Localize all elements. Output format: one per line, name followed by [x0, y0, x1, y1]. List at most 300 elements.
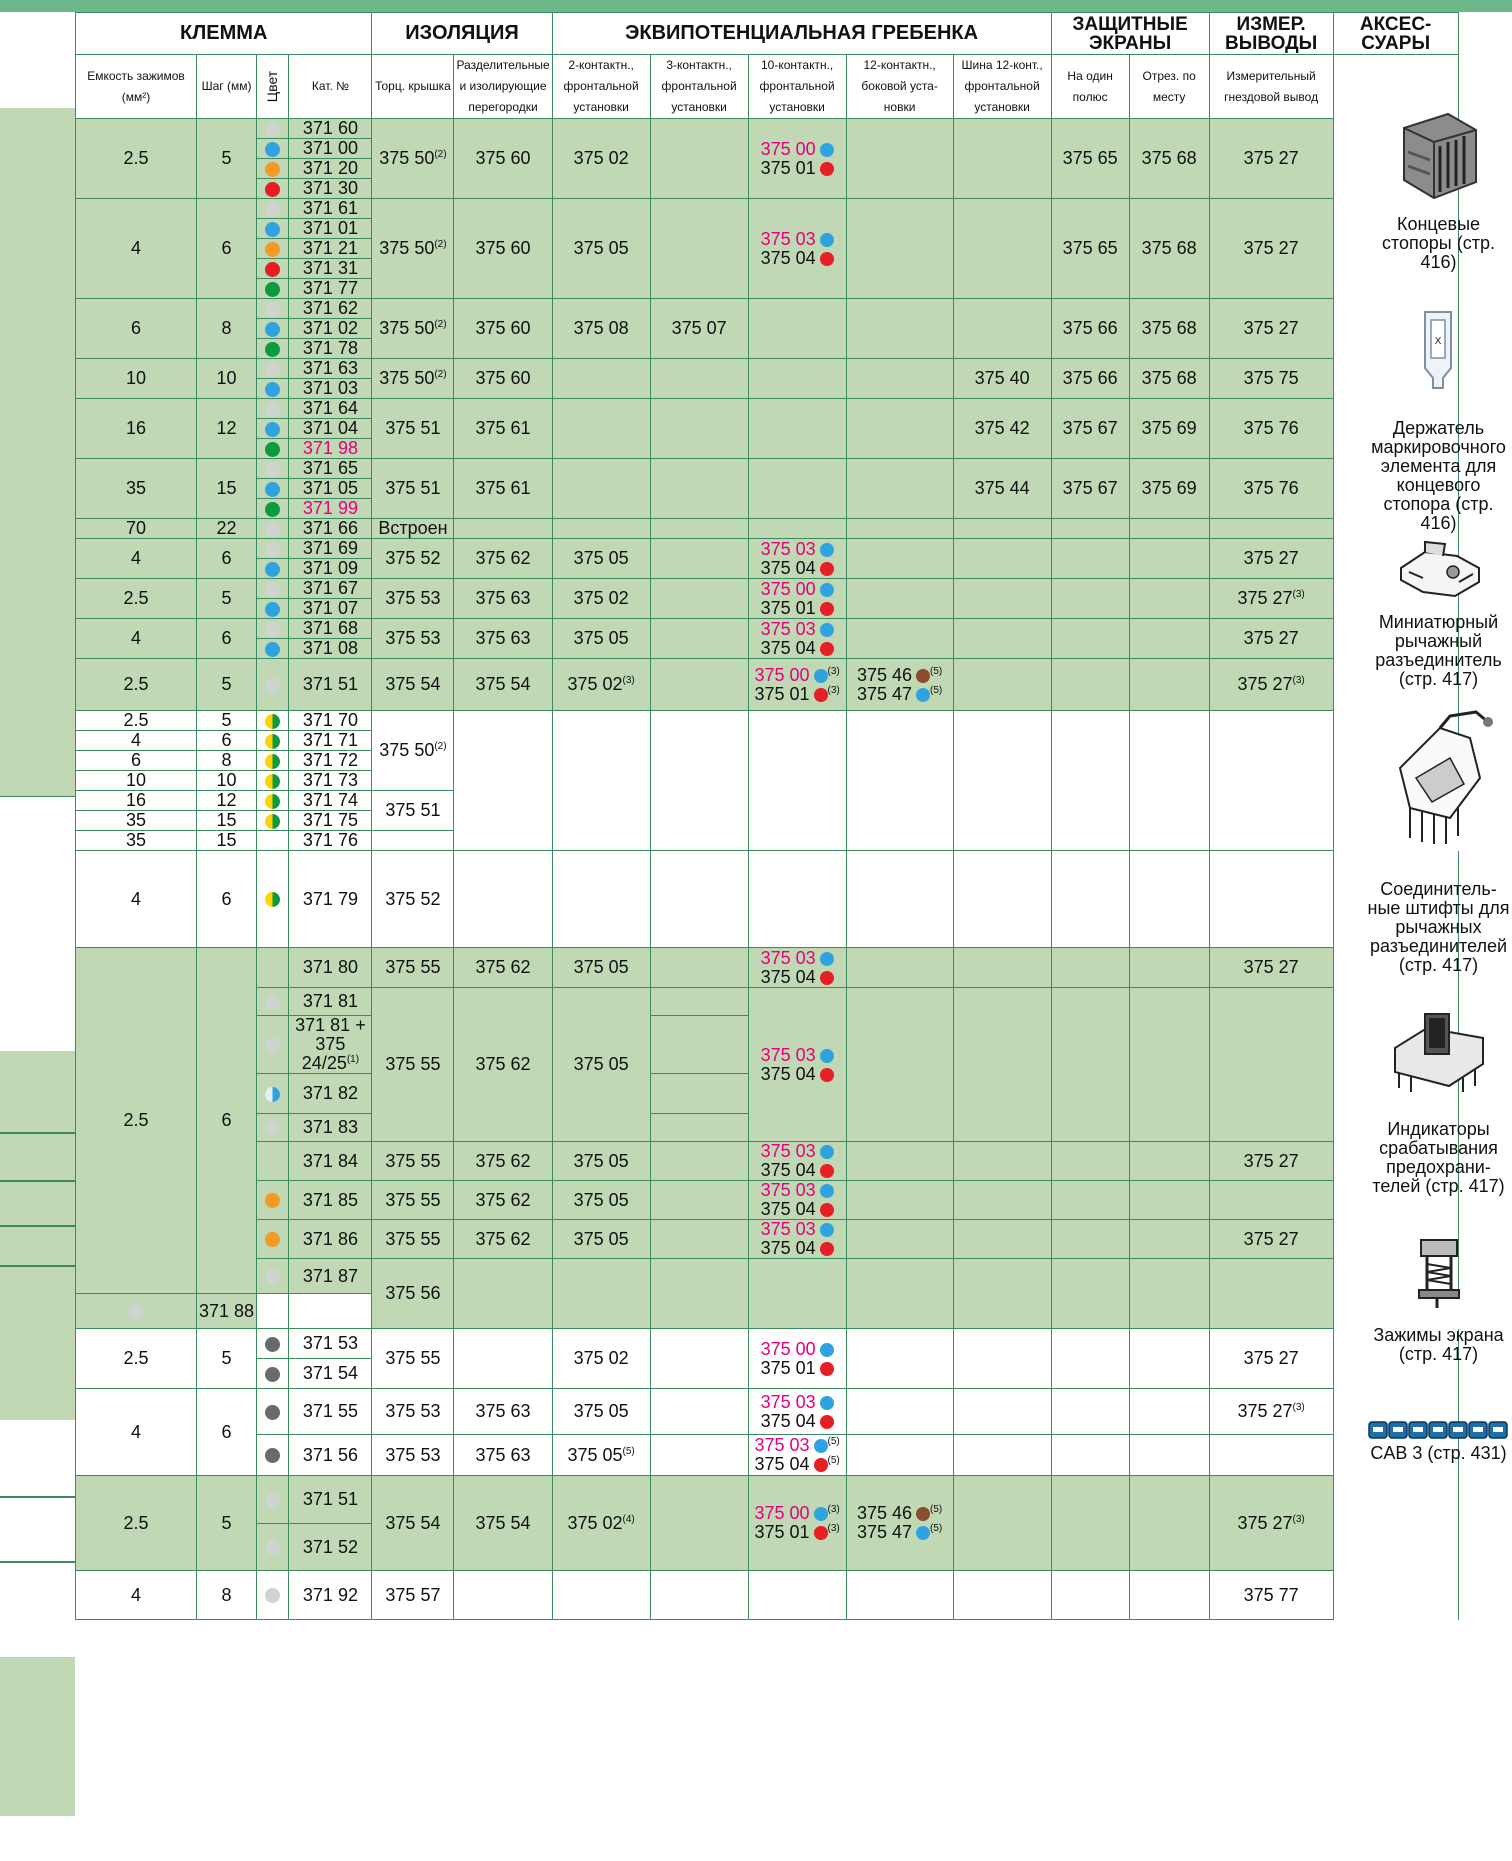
cell-kat: 371 81: [289, 988, 372, 1016]
cell-c10: [748, 1220, 846, 1259]
cell-shag: 12: [197, 399, 257, 459]
cell-c2: 375 05: [552, 1220, 650, 1259]
cell-shag: 6: [197, 1389, 257, 1476]
cell-c2: 375 05: [552, 199, 650, 299]
cell-c2: [552, 851, 650, 948]
cell-otrez: [1129, 619, 1209, 659]
cell-odin: 375 65: [1051, 119, 1129, 199]
cell-sh12: [953, 1181, 1051, 1220]
cell-gnezd: 375 27$^{(3)}$: [1209, 1389, 1333, 1435]
color-dot: [265, 142, 280, 157]
cell-kat: 371 04: [289, 419, 372, 439]
cell-shag: 12: [197, 791, 257, 811]
cell-emk: 4: [76, 199, 197, 299]
cell-gnezd: 375 27$^{(3)}$: [1209, 579, 1333, 619]
table-row: [76, 459, 1459, 479]
cell-cvet: [257, 359, 289, 379]
color-dot: [265, 1121, 280, 1136]
cell-gnezd: [1209, 1435, 1333, 1476]
color-dot: [265, 794, 280, 809]
comb-entry: 375 01 $^{(3)}$: [754, 1522, 840, 1542]
cell-sh12: [953, 539, 1051, 579]
cell-kat: 371 85: [289, 1181, 372, 1220]
table-row: [76, 519, 1459, 539]
cell-otrez: 375 68: [1129, 119, 1209, 199]
cell-c3: [650, 539, 748, 579]
cell-shag: 5: [197, 579, 257, 619]
cell-kat: 371 09: [289, 559, 372, 579]
cell-kat: 371 80: [289, 948, 372, 988]
cell-cvet: [257, 319, 289, 339]
top-bar: [0, 0, 1512, 12]
cell-c10: [748, 579, 846, 619]
cell-odin: [1051, 519, 1129, 539]
comb-entry: 375 01: [751, 159, 844, 178]
table-row: [76, 1389, 1459, 1435]
cell-otrez: [1129, 1435, 1209, 1476]
table-row: [76, 988, 1459, 1016]
cell-otrez: [1129, 1476, 1209, 1571]
cell-emk: 2.5: [76, 1476, 197, 1571]
cell-cvet: [257, 771, 289, 791]
cell-otrez: [1129, 539, 1209, 579]
color-dot: [265, 242, 280, 257]
color-dot: [265, 502, 280, 517]
cell-c3: [650, 579, 748, 619]
cell-c12: [846, 459, 953, 519]
comb-entry: 375 03 $^{(5)}$: [754, 1435, 840, 1455]
cell-torc: 375 53: [372, 619, 454, 659]
cell-kat: 371 67: [289, 579, 372, 599]
comb-entry: 375 46 $^{(5)}$: [856, 1503, 943, 1523]
cell-sh12: [953, 579, 1051, 619]
cell-c3: [650, 1389, 748, 1435]
table-row: [76, 1259, 1459, 1294]
group-header-ekvipotencialnaya: ЭКВИПОТЕНЦИАЛЬНАЯ ГРЕБЕНКА: [552, 13, 1051, 55]
cell-torc: 375 56: [372, 1259, 454, 1329]
cell-c12: [846, 119, 953, 199]
color-dot: [820, 543, 834, 557]
cell-c2: 375 08: [552, 299, 650, 359]
cell-cvet: [257, 299, 289, 319]
cell-c10: [748, 988, 846, 1142]
cell-c10: [748, 199, 846, 299]
cell-razd: 375 62: [454, 539, 552, 579]
color-dot: [265, 602, 280, 617]
cell-cvet: [257, 831, 289, 851]
color-dot: [916, 688, 930, 702]
cell-torc: 375 51: [372, 399, 454, 459]
color-dot: [265, 362, 280, 377]
cell-cvet: [257, 119, 289, 139]
cell-cvet: [257, 1114, 289, 1142]
cell-kat: 371 21: [289, 239, 372, 259]
color-dot: [265, 774, 280, 789]
cell-odin: [1051, 851, 1129, 948]
color-dot: [265, 1540, 280, 1555]
cell-emk: 2.5: [76, 948, 197, 1294]
comb-entry: 375 47 $^{(5)}$: [856, 683, 943, 704]
cell-kat: 371 51: [289, 659, 372, 711]
cell-razd: 375 62: [454, 1181, 552, 1220]
comb-entry: 375 04: [751, 559, 844, 578]
color-dot: [265, 282, 280, 297]
cell-gnezd: 375 27$^{(3)}$: [1209, 1476, 1333, 1571]
cell-kat: 371 64: [289, 399, 372, 419]
cell-c10: [748, 851, 846, 948]
cell-sh12: [953, 948, 1051, 988]
cell-razd: 375 63: [454, 579, 552, 619]
color-dot: [820, 162, 834, 176]
cell-cvet: [257, 1329, 289, 1359]
cell-c12: [846, 519, 953, 539]
cell-razd: 375 63: [454, 619, 552, 659]
cell-sh12: [953, 1220, 1051, 1259]
comb-entry: 375 03: [751, 620, 844, 639]
cell-c10: [748, 519, 846, 539]
cell-cvet: [257, 1016, 289, 1074]
cell-odin: 375 65: [1051, 199, 1129, 299]
accessory-label: Соединитель- ные штифты для рычажных разъединителей (стр. 417): [1367, 879, 1510, 975]
cell-cvet: [257, 239, 289, 259]
cell-sh12: [953, 1435, 1051, 1476]
comb-entry: 375 00: [751, 580, 844, 599]
table-row: [76, 359, 1459, 379]
cell-c2: [552, 1571, 650, 1620]
cell-otrez: [1129, 519, 1209, 539]
accessory-label: Индикаторы срабатывания предохрани- телей (стр. 417): [1372, 1119, 1505, 1196]
cell-cvet: [257, 1142, 289, 1181]
cell-torc: 375 50$^{(2)}$: [372, 359, 454, 399]
cell-c12: [846, 1476, 953, 1571]
color-dot: [814, 1439, 828, 1453]
comb-entry: 375 04: [751, 1412, 844, 1431]
col-header-3kontakt: 3-контактн., фронтальной установки: [650, 55, 748, 119]
cell-razd: 375 60: [454, 199, 552, 299]
cell-emk: 2.5: [76, 1329, 197, 1389]
cell-c2: 375 05: [552, 1181, 650, 1220]
cell-cvet: [257, 851, 289, 948]
color-dot: [916, 669, 930, 683]
color-dot: [820, 1049, 834, 1063]
cell-torc: 375 50$^{(2)}$: [372, 119, 454, 199]
cell-c3: [650, 948, 748, 988]
cell-cvet: [257, 519, 289, 539]
cell-c3: [650, 359, 748, 399]
cell-kat: 371 86: [289, 1220, 372, 1259]
cell-otrez: [1129, 711, 1209, 851]
comb-entry: 375 04: [751, 249, 844, 268]
cell-kat: 371 78: [289, 339, 372, 359]
color-dot: [265, 262, 280, 277]
table-row: [76, 1220, 1459, 1259]
cell-kat: 371 73: [289, 771, 372, 791]
cell-c12: [846, 1389, 953, 1435]
color-dot: [814, 688, 828, 702]
color-dot: [916, 1526, 930, 1540]
cell-odin: [1051, 1435, 1129, 1476]
comb-entry: 375 03: [751, 1046, 844, 1065]
cell-gnezd: 375 27: [1209, 1220, 1333, 1259]
color-dot: [265, 642, 280, 657]
cell-emk: 35: [76, 811, 197, 831]
cell-shag: 8: [197, 751, 257, 771]
cell-shag: 15: [197, 811, 257, 831]
cell-cvet: [257, 1435, 289, 1476]
cell-emk: 4: [76, 1389, 197, 1476]
cell-shag: 6: [197, 948, 257, 1294]
cell-cvet: [76, 1294, 197, 1329]
cell-c3: [650, 711, 748, 851]
cell-gnezd: 375 27: [1209, 539, 1333, 579]
color-dot: [820, 952, 834, 966]
cell-c2: 375 05: [552, 948, 650, 988]
cell-torc: 375 50$^{(2)}$: [372, 199, 454, 299]
cell-c12: [846, 579, 953, 619]
color-dot: [265, 582, 280, 597]
color-dot: [265, 382, 280, 397]
cell-c3: [650, 1220, 748, 1259]
color-dot: [265, 122, 280, 137]
color-dot: [265, 814, 280, 829]
comb-entry: 375 00: [751, 1340, 844, 1359]
cell-razd: 375 63: [454, 1435, 552, 1476]
cell-c3: [650, 1571, 748, 1620]
cell-sh12: [953, 119, 1051, 199]
cell-shag: 22: [197, 519, 257, 539]
col-header-cvet: Цвет: [264, 70, 281, 103]
cell-kat: 371 92: [289, 1571, 372, 1620]
fuse-indicator-icon: [1387, 1008, 1491, 1094]
cell-cvet: [257, 639, 289, 659]
cell-odin: [1051, 1259, 1129, 1329]
group-header-izmer: ИЗМЕР. ВЫВОДЫ: [1209, 13, 1333, 55]
cell-cvet: [257, 1220, 289, 1259]
catalog-table: [75, 12, 1459, 1620]
cell-emk: 6: [76, 299, 197, 359]
cell-c12: [846, 399, 953, 459]
col-header-shina12: Шина 12-конт., фронтальной установки: [953, 55, 1051, 119]
cell-odin: 375 66: [1051, 359, 1129, 399]
cell-sh12: [953, 1389, 1051, 1435]
cell-cvet: [257, 279, 289, 299]
cell-cvet: [257, 199, 289, 219]
cell-gnezd: [1209, 988, 1333, 1142]
cell-shag: 6: [197, 731, 257, 751]
cell-sh12: [953, 619, 1051, 659]
color-dot: [820, 1145, 834, 1159]
color-dot: [265, 442, 280, 457]
cell-razd: 375 62: [454, 1220, 552, 1259]
cell-torc: 375 52: [372, 539, 454, 579]
cell-kat: 371 55: [289, 1389, 372, 1435]
color-dot: [265, 402, 280, 417]
color-dot: [265, 1087, 280, 1102]
accessory-label: Зажимы экрана (стр. 417): [1373, 1325, 1504, 1364]
cell-sh12: [953, 519, 1051, 539]
color-dot: [265, 462, 280, 477]
cell-emk: 10: [76, 771, 197, 791]
comb-entry: 375 04: [751, 1161, 844, 1180]
color-dot: [820, 1242, 834, 1256]
cell-torc: 375 55: [372, 1142, 454, 1181]
col-header-kat: Кат. №: [289, 55, 372, 119]
cell-cvet: [257, 791, 289, 811]
color-dot: [265, 222, 280, 237]
cell-kat: 371 60: [289, 119, 372, 139]
color-dot: [265, 162, 280, 177]
cell-kat: 371 66: [289, 519, 372, 539]
cell-c2: 375 02: [552, 119, 650, 199]
col-header-otrez: Отрез. по месту: [1129, 55, 1209, 119]
comb-entry: 375 03: [751, 540, 844, 559]
cell-cvet: [257, 659, 289, 711]
comb-entry: 375 46 $^{(5)}$: [856, 664, 943, 685]
cell-kat: 371 81 + 375 24/25$^{(1)}$: [289, 1016, 372, 1074]
cell-c3: [650, 399, 748, 459]
cell-kat: 371 84: [289, 1142, 372, 1181]
cell-otrez: [1129, 948, 1209, 988]
color-dot: [820, 602, 834, 616]
cell-c10: [748, 619, 846, 659]
cell-sh12: [953, 1571, 1051, 1620]
cell-c3: [650, 1435, 748, 1476]
left-margin: [0, 12, 75, 1861]
comb-entry: 375 00: [751, 140, 844, 159]
table-row: [76, 1571, 1459, 1620]
cell-c10: [748, 539, 846, 579]
comb-entry: 375 03: [751, 949, 844, 968]
cell-kat: 371 70: [289, 711, 372, 731]
cell-cvet: [257, 1476, 289, 1524]
color-dot: [265, 322, 280, 337]
cell-gnezd: [1209, 711, 1333, 851]
cell-c3: [650, 1114, 748, 1142]
cell-odin: 375 67: [1051, 399, 1129, 459]
cell-otrez: [1129, 1220, 1209, 1259]
comb-entry: 375 04 $^{(5)}$: [754, 1454, 840, 1474]
cell-kat: 371 51: [289, 1476, 372, 1524]
accessory-label: CAB 3 (стр. 431): [1370, 1443, 1507, 1463]
color-dot: [265, 734, 280, 749]
cell-torc: 375 50$^{(2)}$: [372, 299, 454, 359]
cell-shag: 10: [197, 771, 257, 791]
cell-c3: [650, 459, 748, 519]
cell-c2: [552, 1259, 650, 1329]
color-dot: [820, 252, 834, 266]
cell-c3: [650, 1476, 748, 1571]
group-header-zaschitnye: ЗАЩИТНЫЕ ЭКРАНЫ: [1051, 13, 1209, 55]
table-row: [76, 1181, 1459, 1220]
cell-gnezd: 375 27: [1209, 199, 1333, 299]
cell-sh12: [953, 1329, 1051, 1389]
cell-cvet: [257, 419, 289, 439]
table-row: [76, 659, 1459, 711]
cell-torc: 375 55: [372, 948, 454, 988]
cell-c2: 375 05: [552, 988, 650, 1142]
cell-kat: 371 98: [289, 439, 372, 459]
group-header-izolyaciya: ИЗОЛЯЦИЯ: [372, 13, 552, 55]
table-row: [76, 539, 1459, 559]
cell-odin: [1051, 1476, 1129, 1571]
color-dot: [265, 678, 280, 693]
cell-otrez: 375 68: [1129, 359, 1209, 399]
color-dot: [820, 642, 834, 656]
connecting-pins-icon: [1380, 708, 1500, 848]
color-dot: [265, 482, 280, 497]
cell-kat: 371 72: [289, 751, 372, 771]
comb-entry: 375 04: [751, 1065, 844, 1084]
cell-gnezd: 375 27: [1209, 948, 1333, 988]
col-header-emkost: Емкость зажимов (мм²): [76, 55, 197, 119]
cell-kat: 371 56: [289, 1435, 372, 1476]
cell-emk: 4: [76, 539, 197, 579]
cell-c3: [650, 519, 748, 539]
cell-c2: 375 02: [552, 579, 650, 619]
cell-razd: [454, 851, 552, 948]
cell-kat: 371 52: [289, 1524, 372, 1571]
cell-gnezd: 375 77: [1209, 1571, 1333, 1620]
color-dot: [814, 1526, 828, 1540]
cell-kat: 371 82: [289, 1074, 372, 1114]
cell-c12: [846, 659, 953, 711]
comb-entry: 375 04: [751, 1200, 844, 1219]
cell-c3: 375 07: [650, 299, 748, 359]
cell-kat: 371 68: [289, 619, 372, 639]
color-dot: [820, 562, 834, 576]
cell-emk: 16: [76, 791, 197, 811]
cell-odin: [1051, 539, 1129, 579]
color-dot: [820, 1396, 834, 1410]
color-dot: [820, 1223, 834, 1237]
cell-c3: [650, 1016, 748, 1074]
cell-torc: 375 54: [372, 1476, 454, 1571]
color-dot: [265, 542, 280, 557]
cell-torc: 375 52: [372, 851, 454, 948]
cell-cvet: [257, 459, 289, 479]
color-dot: [820, 623, 834, 637]
screen-clamp-icon: [1413, 1234, 1465, 1310]
cell-c3: [650, 1074, 748, 1114]
cell-c2: 375 05$^{(5)}$: [552, 1435, 650, 1476]
cell-kat: 371 62: [289, 299, 372, 319]
comb-entry: 375 47 $^{(5)}$: [856, 1522, 943, 1542]
color-dot: [265, 302, 280, 317]
color-dot: [820, 143, 834, 157]
cell-razd: 375 61: [454, 459, 552, 519]
cell-cvet: [257, 1524, 289, 1571]
cell-odin: [1051, 948, 1129, 988]
table-row: [76, 199, 1459, 219]
marker-holder-icon: [1415, 308, 1461, 392]
cell-kat: 371 08: [289, 639, 372, 659]
color-dot: [265, 1038, 280, 1053]
cell-odin: [1051, 1329, 1129, 1389]
cell-shag: 8: [197, 1571, 257, 1620]
cell-otrez: [1129, 1259, 1209, 1329]
table-row: [76, 1476, 1459, 1524]
cell-razd: 375 62: [454, 948, 552, 988]
group-header-aksessuary: АКСЕС- СУАРЫ: [1333, 13, 1458, 55]
color-dot: [820, 1362, 834, 1376]
color-dot: [265, 1405, 280, 1420]
comb-entry: 375 04: [751, 639, 844, 658]
comb-entry: 375 01: [751, 1359, 844, 1378]
cell-cvet: [257, 731, 289, 751]
cell-shag: 6: [197, 851, 257, 948]
cell-c2: 375 05: [552, 1142, 650, 1181]
color-dot: [265, 342, 280, 357]
